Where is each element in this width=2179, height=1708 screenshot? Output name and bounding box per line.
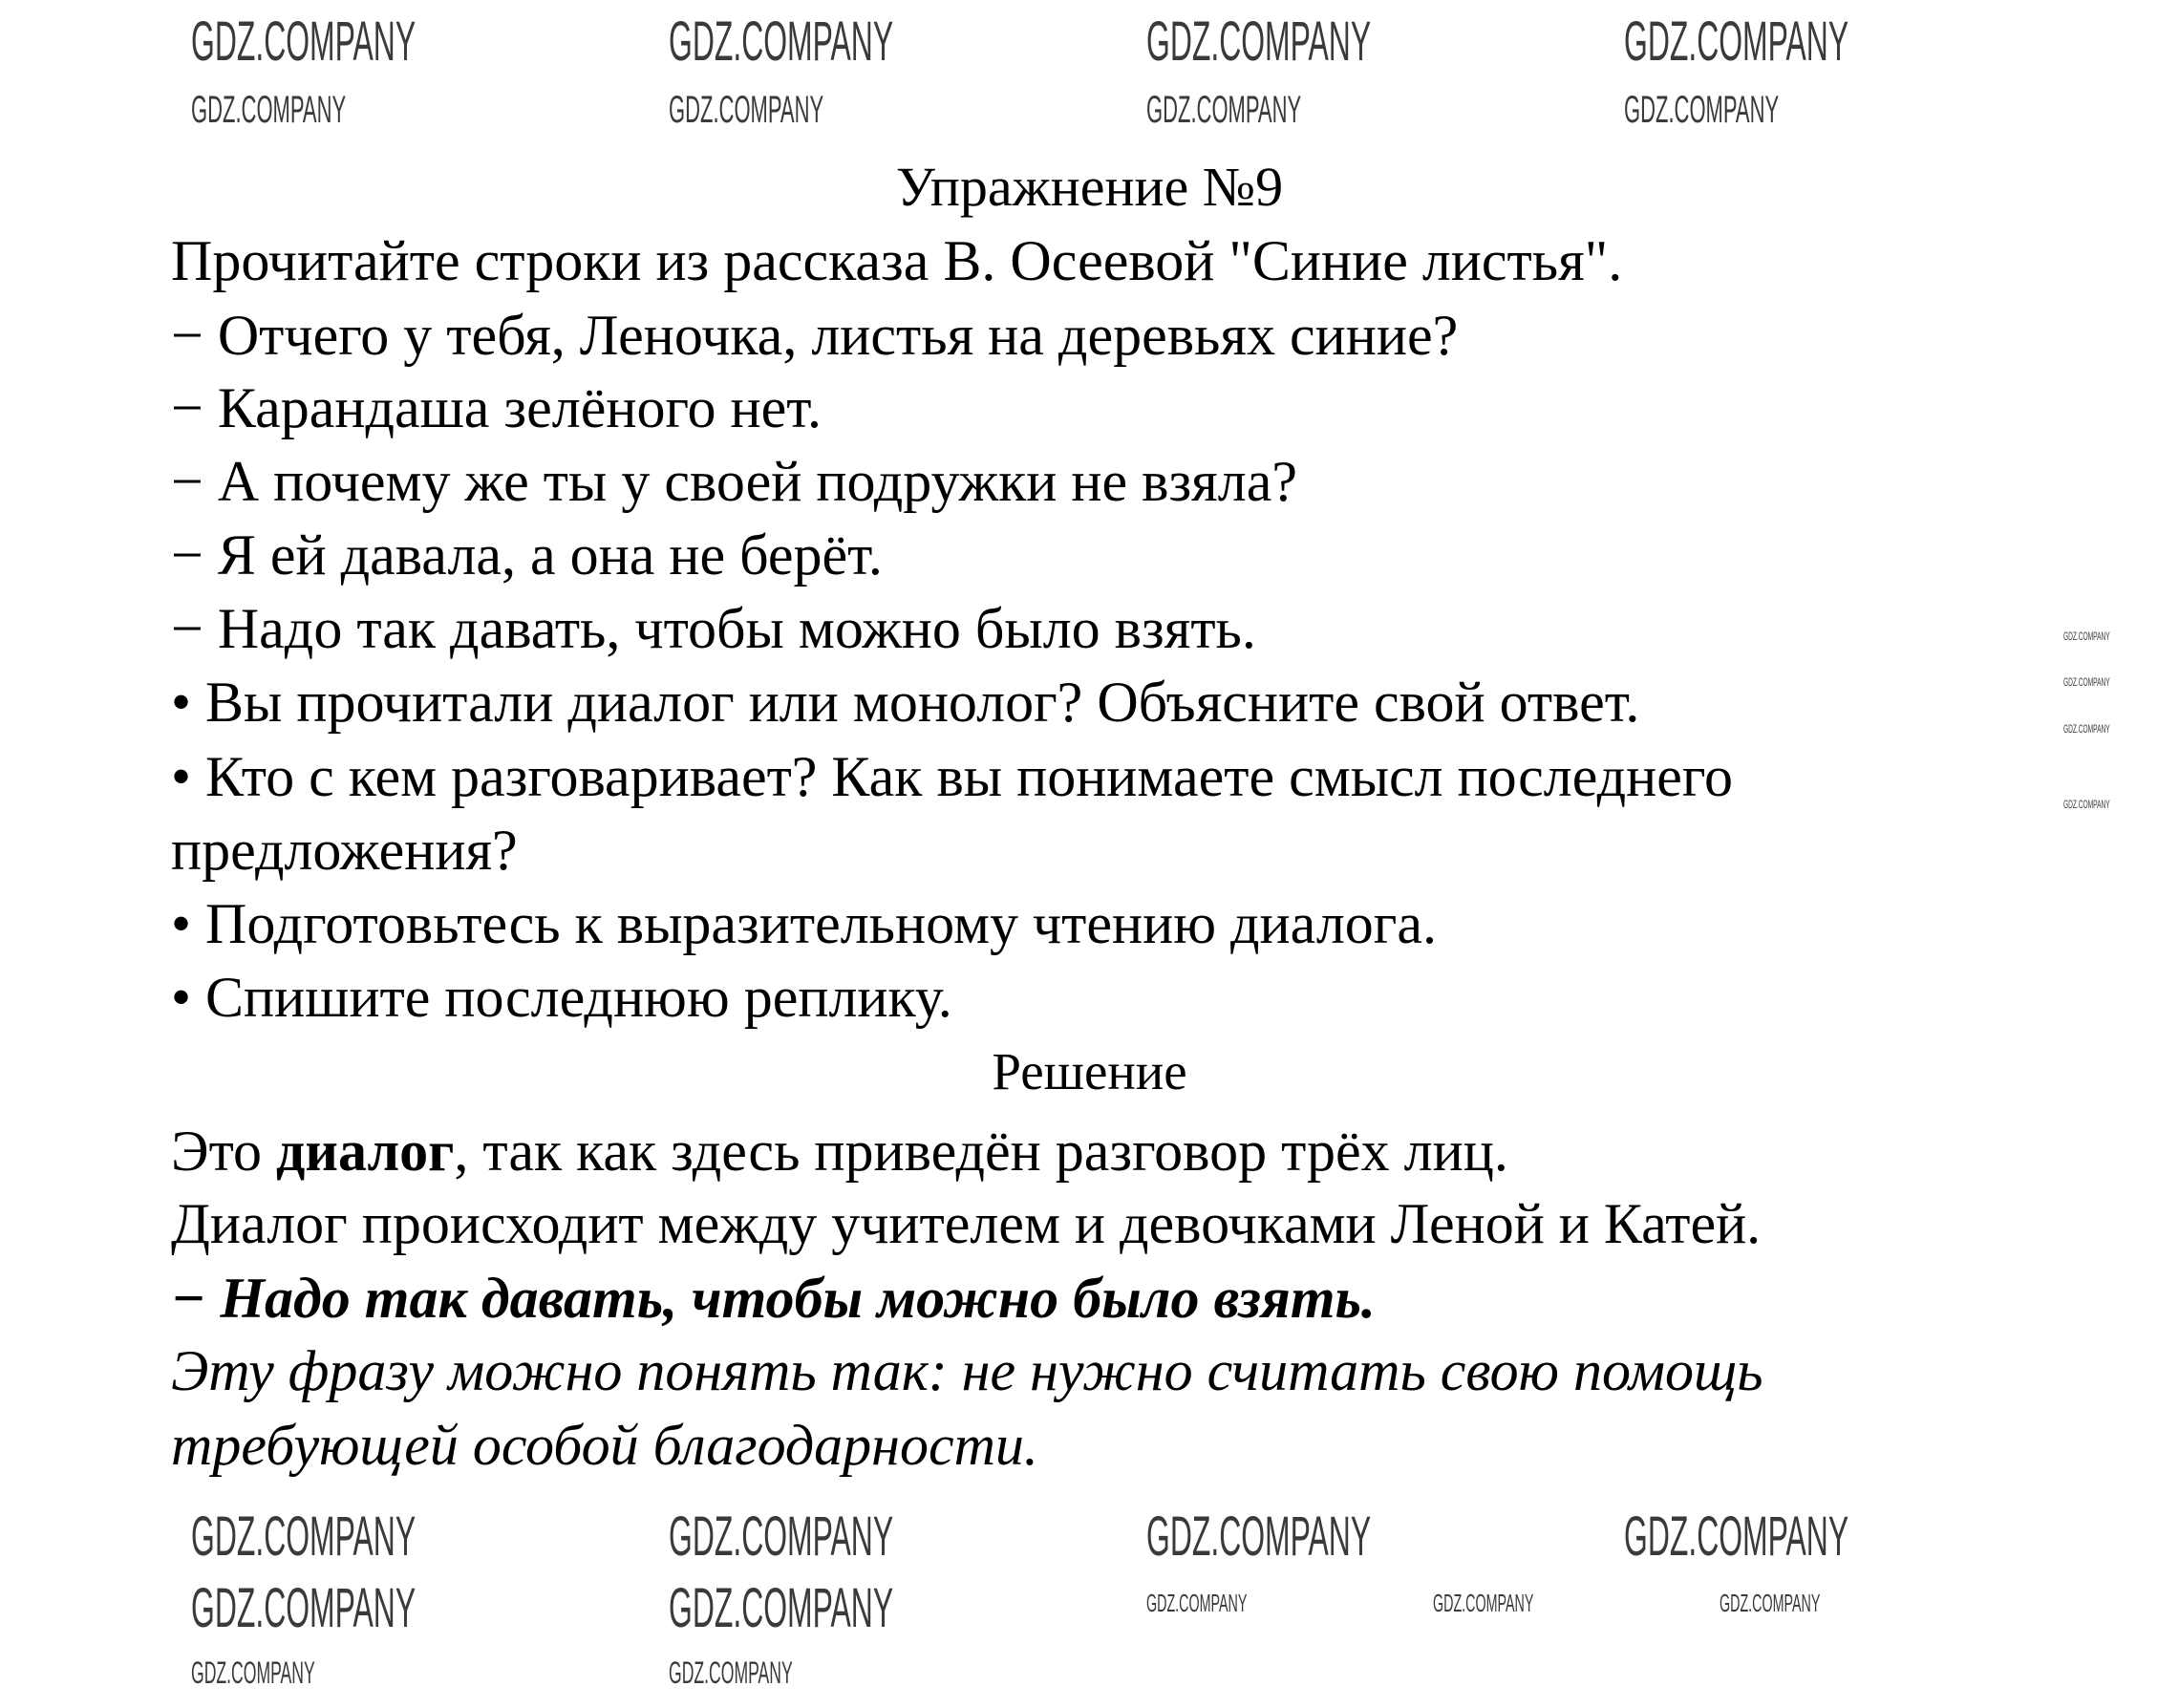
solution-quote: − Надо так давать, чтобы можно было взять. [171,1267,1376,1330]
watermark: GDZ.COMPANY [2063,798,2110,811]
watermark: GDZ.COMPANY [191,89,347,131]
watermark: GDZ.COMPANY [1146,1505,1372,1568]
solution-line: Диалог происходит между учителем и девочками Леной и Катей. [171,1192,1762,1255]
exercise-title: Упражнение №9 [895,156,1284,218]
solution-explanation: Эту фразу можно понять так: не нужно считать свою помощь [171,1339,1763,1402]
watermark: GDZ.COMPANY [669,1577,894,1639]
watermark: GDZ.COMPANY [1146,89,1302,131]
task-line: − А почему же ты у своей подружки не взяла? [171,450,1297,513]
watermark: GDZ.COMPANY [1624,1505,1849,1568]
task-line: − Карандаша зелёного нет. [171,376,822,439]
watermark: GDZ.COMPANY [2063,675,2110,689]
solution-line [171,1120,1508,1183]
watermark: GDZ.COMPANY [669,89,824,131]
watermark: GDZ.COMPANY [191,11,417,73]
task-line: • Кто с кем разговаривает? Как вы понимаете смысл последнего [171,745,1733,808]
watermark: GDZ.COMPANY [1146,11,1372,73]
watermark: GDZ.COMPANY [1624,11,1849,73]
watermark: GDZ.COMPANY [1624,89,1780,131]
task-line: Прочитайте строки из рассказа В. Осеевой "Синие листья". [171,229,1623,292]
solution-explanation: требующей особой благодарности. [171,1414,1038,1477]
watermark: GDZ.COMPANY [669,1505,894,1568]
task-line: • Спишите последнюю реплику. [171,966,952,1029]
solution-heading: Решение [992,1042,1187,1100]
task-line: − Надо так давать, чтобы можно было взять. [171,597,1256,660]
task-line: • Подготовьтесь к выразительному чтению диалога. [171,892,1438,955]
watermark: GDZ.COMPANY [2063,630,2110,643]
watermark: GDZ.COMPANY [191,1655,315,1690]
solution-text: , так как здесь приведён разговор трёх лиц. [454,1120,1508,1183]
watermark: GDZ.COMPANY [191,1505,417,1568]
watermark: GDZ.COMPANY [1720,1589,1821,1617]
task-line: предложения? [171,819,518,882]
watermark: GDZ.COMPANY [191,1577,417,1639]
task-line: • Вы прочитали диалог или монолог? Объясните свой ответ. [171,671,1640,734]
watermark: GDZ.COMPANY [669,11,894,73]
watermark: GDZ.COMPANY [669,1655,793,1690]
watermark: GDZ.COMPANY [1146,1589,1248,1617]
watermark: GDZ.COMPANY [2063,722,2110,736]
watermark: GDZ.COMPANY [1433,1589,1534,1617]
task-line: − Я ей давала, а она не берёт. [171,523,883,587]
task-line: − Отчего у тебя, Леночка, листья на деревьях синие? [171,304,1459,367]
solution-bold-term: диалог [276,1120,455,1183]
solution-text: Это [171,1120,277,1183]
